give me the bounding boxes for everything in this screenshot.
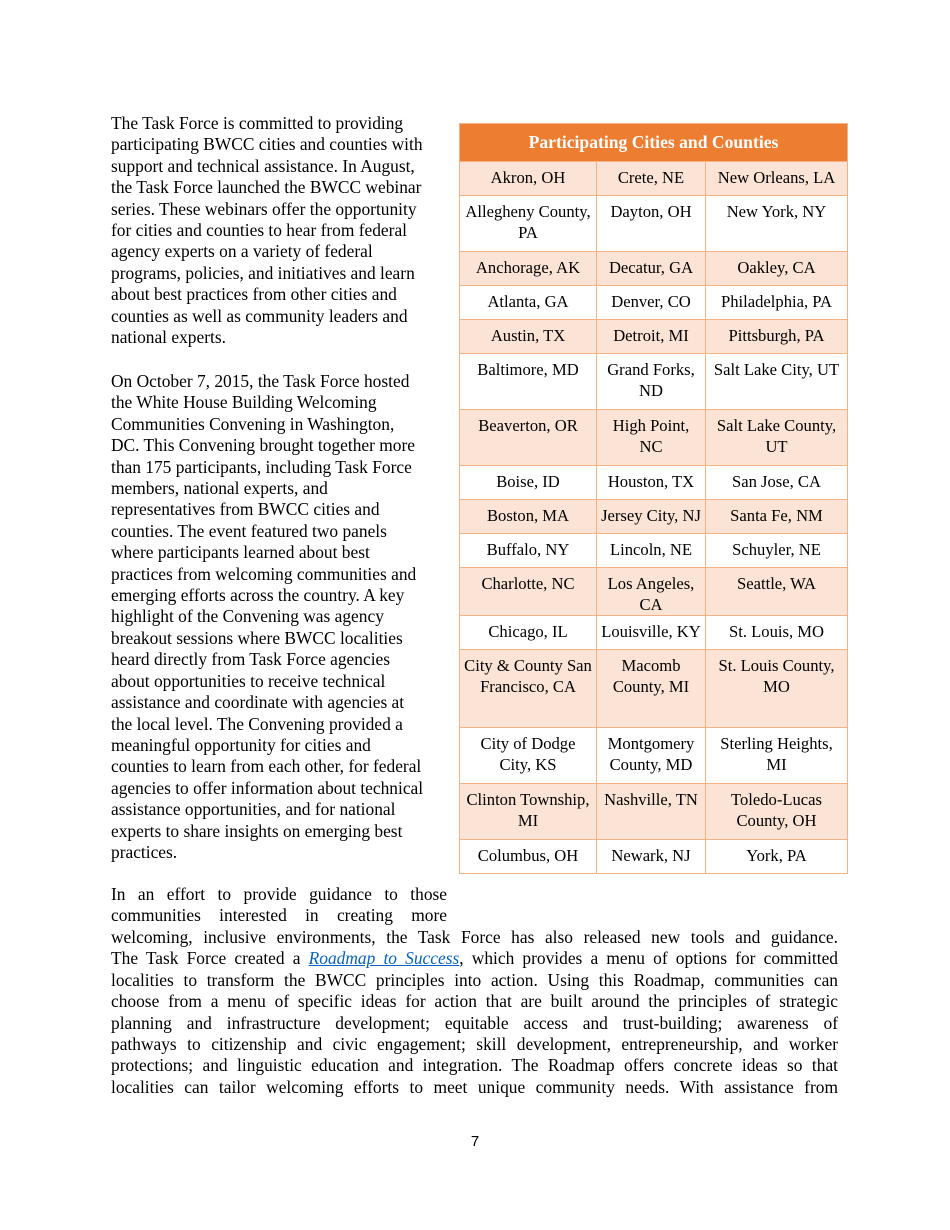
table-cell: Anchorage, AK (460, 252, 597, 286)
text-line: the local level. The Convening provided a (111, 713, 403, 734)
text-line: participating BWCC cities and counties with (111, 134, 423, 155)
table-cell: Sterling Heights, MI (706, 728, 848, 784)
text-line: programs, policies, and initiatives and learn (111, 262, 415, 283)
text-line: meaningful opportunity for cities and (111, 734, 371, 755)
table-body (460, 162, 848, 874)
text-line: national experts. (111, 327, 226, 348)
table-row (460, 286, 848, 320)
text-line: welcoming, inclusive environments, the Task Force has also released new tools and guidance. (111, 927, 838, 947)
table-cell: Boise, ID (460, 466, 597, 500)
table-cell: Oakley, CA (706, 252, 848, 286)
table-row (460, 354, 848, 410)
text-line: choose from a menu of specific ideas for action that are built around the principles of strategic (111, 991, 838, 1012)
text-line: support and technical assistance. In August, (111, 155, 415, 176)
table-row (460, 650, 848, 728)
text-line: DC. This Convening brought together more (111, 435, 415, 456)
table-cell: Charlotte, NC (460, 568, 597, 616)
table-cell: Santa Fe, NM (706, 500, 848, 534)
table-cell: City & County San Francisco, CA (460, 650, 597, 728)
table-cell: Pittsburgh, PA (706, 320, 848, 354)
text-segment: The Task Force created a (111, 948, 309, 969)
table-cell: City of Dodge City, KS (460, 728, 597, 784)
table-cell: Akron, OH (460, 162, 597, 196)
table-cell: Schuyler, NE (706, 534, 848, 568)
text-line: pathways to citizenship and civic engagement; skill development, entrepreneurship, and worker (111, 1034, 838, 1055)
roadmap-to-success-link[interactable]: Roadmap to Success (308, 948, 460, 969)
table-cell: York, PA (706, 840, 848, 874)
table-cell: Crete, NE (597, 162, 706, 196)
table-cell: Chicago, IL (460, 616, 597, 650)
table-row (460, 728, 848, 784)
table-cell: Newark, NJ (597, 840, 706, 874)
table-cell: New Orleans, LA (706, 162, 848, 196)
table-cell: Denver, CO (597, 286, 706, 320)
table-cell: High Point, NC (597, 410, 706, 466)
table-cell: Salt Lake City, UT (706, 354, 848, 410)
table-cell: Boston, MA (460, 500, 597, 534)
table-title: Participating Cities and Counties (460, 124, 848, 162)
table-cell: Beaverton, OR (460, 410, 597, 466)
text-line (111, 948, 838, 969)
text-line: representatives from BWCC cities and (111, 499, 380, 520)
text-line: In an effort to provide guidance to those (111, 884, 447, 904)
table-cell: Montgomery County, MD (597, 728, 706, 784)
text-line: Communities Convening in Washington, (111, 413, 395, 434)
text-line: agencies to offer information about technical (111, 777, 424, 798)
text-line: practices from welcoming communities and (111, 563, 417, 584)
table-row (460, 500, 848, 534)
text-line: counties as well as community leaders and (111, 305, 408, 326)
text-line: localities can tailor welcoming efforts to meet unique community needs. With assistance from (111, 1076, 838, 1097)
text-line: than 175 participants, including Task Force (111, 456, 412, 477)
table-row (460, 320, 848, 354)
table-header-row (460, 124, 848, 162)
text-line: members, national experts, and (111, 478, 328, 499)
table-cell: Lincoln, NE (597, 534, 706, 568)
text-line: protections; and linguistic education and integration. The Roadmap offers concrete ideas so that (111, 1055, 838, 1076)
table-cell: San Jose, CA (706, 466, 848, 500)
table-cell: Columbus, OH (460, 840, 597, 874)
text-line: the White House Building Welcoming (111, 392, 377, 413)
text-line: highlight of the Convening was agency (111, 606, 384, 627)
text-line: practices. (111, 841, 178, 862)
text-line: about best practices from other cities and (111, 284, 397, 305)
text-line: experts to share insights on emerging best (111, 820, 403, 841)
table-cell: St. Louis, MO (706, 616, 848, 650)
text-line: about opportunities to receive technical (111, 670, 386, 691)
table-row (460, 466, 848, 500)
table-cell: Austin, TX (460, 320, 597, 354)
table-row (460, 568, 848, 616)
text-line: planning and infrastructure development; equitable access and trust-building; awareness of (111, 1012, 838, 1033)
table-row (460, 840, 848, 874)
table-row (460, 616, 848, 650)
table-cell: Salt Lake County, UT (706, 410, 848, 466)
table-cell: Atlanta, GA (460, 286, 597, 320)
text-segment: , which provides a menu of options for committed (459, 948, 839, 969)
table-cell: Macomb County, MI (597, 650, 706, 728)
table-row (460, 784, 848, 840)
text-line: counties. The event featured two panels (111, 520, 387, 541)
text-line: series. These webinars offer the opportunity (111, 198, 417, 219)
table-row (460, 162, 848, 196)
text-line: agency experts on a variety of federal (111, 241, 373, 262)
text-line: communities interested in creating more (111, 905, 447, 926)
table-cell: Decatur, GA (597, 252, 706, 286)
table-cell: Baltimore, MD (460, 354, 597, 410)
participating-cities-table (459, 123, 848, 874)
table-row (460, 410, 848, 466)
table-cell: Buffalo, NY (460, 534, 597, 568)
table-row (460, 196, 848, 252)
table-cell: Louisville, KY (597, 616, 706, 650)
table-cell: Philadelphia, PA (706, 286, 848, 320)
table-cell: Clinton Township, MI (460, 784, 597, 840)
paragraph-convening (111, 371, 447, 863)
table-cell: Detroit, MI (597, 320, 706, 354)
text-line: assistance and coordinate with agencies at (111, 692, 405, 713)
table-cell: Seattle, WA (706, 568, 848, 616)
text-line: localities to transform the BWCC principles into action. Using this Roadmap, communities can (111, 969, 838, 990)
text-line: heard directly from Task Force agencies (111, 649, 391, 670)
table-cell: Allegheny County, PA (460, 196, 597, 252)
table-cell: Grand Forks, ND (597, 354, 706, 410)
text-line: counties to learn from each other, for federal (111, 756, 422, 777)
text-line: breakout sessions where BWCC localities (111, 627, 403, 648)
table-cell: Jersey City, NJ (597, 500, 706, 534)
paragraph-roadmap-rest (111, 970, 838, 1098)
page-number: 7 (470, 1133, 480, 1150)
paragraph-webinars (111, 113, 447, 348)
text-line: On October 7, 2015, the Task Force hosted (111, 371, 410, 391)
table-row (460, 252, 848, 286)
table-cell: St. Louis County, MO (706, 650, 848, 728)
table-cell: Toledo-Lucas County, OH (706, 784, 848, 840)
text-line: assistance opportunities, and for national (111, 799, 396, 820)
text-line: where participants learned about best (111, 542, 370, 563)
text-line: emerging efforts across the country. A key (111, 585, 405, 606)
text-line: for cities and counties to hear from federal (111, 220, 407, 241)
text-line: The Task Force is committed to providing (111, 113, 404, 133)
text-line: the Task Force launched the BWCC webinar (111, 177, 422, 198)
table-cell: New York, NY (706, 196, 848, 252)
table-cell: Dayton, OH (597, 196, 706, 252)
table-row (460, 534, 848, 568)
table-cell: Houston, TX (597, 466, 706, 500)
paragraph-roadmap (111, 927, 838, 1098)
table-cell: Nashville, TN (597, 784, 706, 840)
table-cell: Los Angeles, CA (597, 568, 706, 616)
paragraph-roadmap-intro (111, 884, 447, 927)
